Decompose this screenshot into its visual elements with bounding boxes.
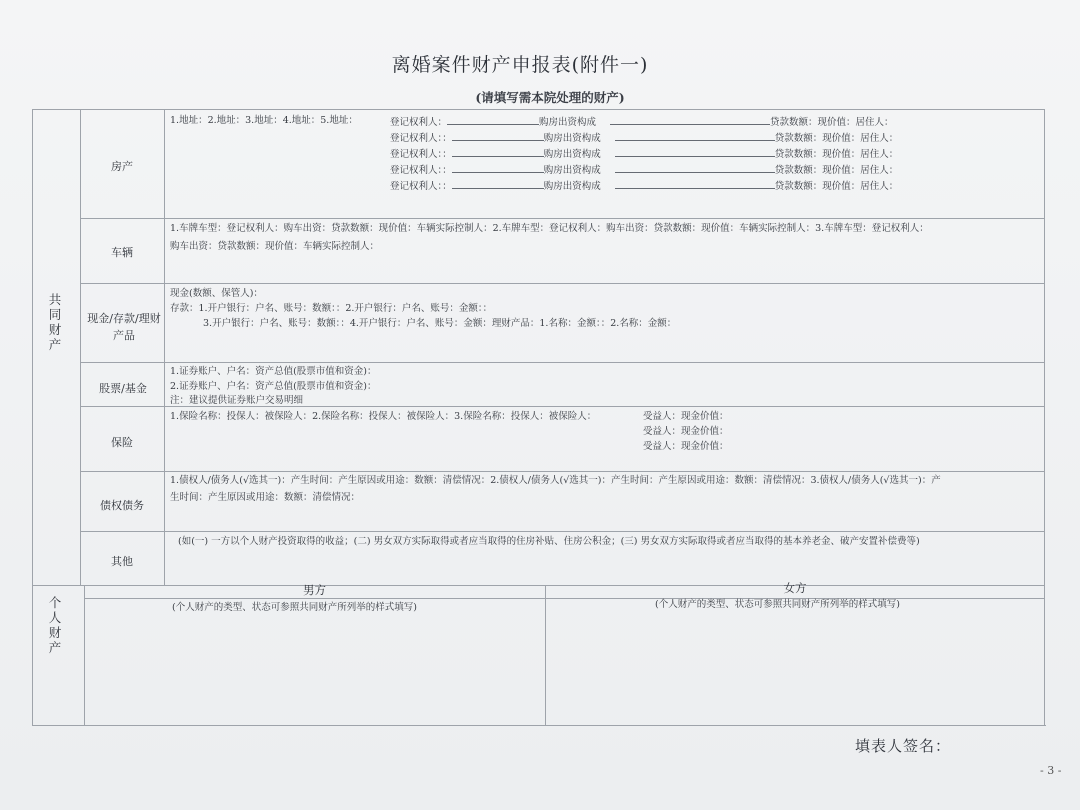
signature-label: 填表人签名： <box>855 737 952 755</box>
row-divider-3 <box>80 362 1044 363</box>
stock-label: 股票/基金 <box>99 382 147 395</box>
form-title: 离婚案件财产申报表(附件一) <box>391 54 649 76</box>
table-border-right <box>1044 109 1045 725</box>
insurance-line-1: 1.保险名称：投保人：被保险人：2.保险名称：投保人：被保险人：3.保险名称：投保人：被保险人： <box>170 411 597 422</box>
insurance-beneficiary-3: 受益人：现金价值： <box>643 441 729 452</box>
insurance-beneficiary-1: 受益人：现金价值： <box>643 411 729 422</box>
other-line-1: (如(一) 一方以个人财产投资取得的收益；(二) 男女双方实际取得或者应当取得的住房补贴、住房公积金；(三) 男女双方实际取得或者应当取得的基本养老金、破产安置补偿费等) <box>178 536 920 547</box>
row-divider-6 <box>80 531 1044 532</box>
cash-label: 现金/存款/理财产品 <box>87 312 161 342</box>
stock-line-3: 注：建议提供证券账户交易明细 <box>170 395 304 406</box>
male-header: 男方 <box>303 583 326 597</box>
stock-line-1: 1.证券账户、户名：资产总值(股票市值和资金)： <box>170 366 377 377</box>
house-reg-1: 登记权利人： 购房出资构成 贷款数额：现价值：居住人： <box>390 113 894 131</box>
debt-line-1: 1.债权人/债务人(√选其一)：产生时间：产生原因或用途：数额：清偿情况：2.债权人/债务人(√选其一)：产生时间：产生原因或用途：数额：清偿情况：3.债权人/债务人(√选其一)：产 <box>170 475 941 486</box>
house-reg-5: 登记权利人：： 购房出资构成 贷款数额：现价值：居住人： <box>390 177 898 195</box>
house-reg-3: 登记权利人：： 购房出资构成 贷款数额：现价值：居住人： <box>390 145 898 163</box>
other-label: 其他 <box>111 555 133 568</box>
insurance-beneficiary-2: 受益人：现金价值： <box>643 426 729 437</box>
cash-line-2: 存款：1.开户银行：户名、账号：数额：：2.开户银行：户名、账号：金额：： <box>170 303 493 314</box>
row-divider-2 <box>80 283 1044 284</box>
col-divider-personal <box>84 585 85 725</box>
page-number: - 3 - <box>1040 764 1062 777</box>
table-border-top <box>32 109 1044 110</box>
house-reg-2: 登记权利人：： 购房出资构成 贷款数额：现价值：居住人： <box>390 129 898 147</box>
row-divider-8 <box>84 598 1044 599</box>
house-reg-4: 登记权利人：： 购房出资构成 贷款数额：现价值：居住人： <box>390 161 898 179</box>
col-divider-male-female <box>545 585 546 725</box>
insurance-label: 保险 <box>111 436 133 449</box>
col-divider-2 <box>164 109 165 585</box>
debt-line-2: 生时间：产生原因或用途：数额：清偿情况： <box>170 492 361 503</box>
vehicle-line-2: 购车出资：贷款数额：现价值：车辆实际控制人： <box>170 241 380 252</box>
debt-label: 债权债务 <box>100 499 144 512</box>
row-divider-1 <box>80 218 1044 219</box>
stock-line-2: 2.证券账户、户名：资产总值(股票市值和资金)： <box>170 381 377 392</box>
house-addresses: 1.地址：2.地址：3.地址：4.地址：5.地址： <box>170 115 358 126</box>
female-header: 女方 <box>783 581 807 595</box>
form-subtitle: (请填写需本院处理的财产) <box>475 90 625 105</box>
female-note: (个人财产的类型、状态可参照共同财产所列举的样式填写) <box>655 599 900 610</box>
table-border-bottom <box>32 725 1046 726</box>
male-note: (个人财产的类型、状态可参照共同财产所列举的样式填写) <box>172 602 417 613</box>
vehicle-line-1: 1.车牌车型：登记权利人：购车出资：贷款数额：现价值：车辆实际控制人：2.车牌车型：登记权利人：购车出资：贷款数额：现价值：车辆实际控制人：3.车牌车型：登记权利人： <box>170 223 929 234</box>
table-border-left <box>32 109 33 725</box>
house-label: 房产 <box>111 160 133 173</box>
personal-property-label: 个人财产 <box>48 595 62 655</box>
joint-property-label: 共同财产 <box>48 292 62 352</box>
cash-line-1: 现金(数额、保管人)： <box>170 288 263 299</box>
row-divider-5 <box>80 471 1044 472</box>
cash-line-3: 3.开户银行：户名、账号：数额：：4.开户银行：户名、账号：金额：理财产品：1.名称：金额：：2.名称：金额： <box>203 318 677 329</box>
vehicle-label: 车辆 <box>111 246 133 259</box>
col-divider-1 <box>80 109 81 585</box>
